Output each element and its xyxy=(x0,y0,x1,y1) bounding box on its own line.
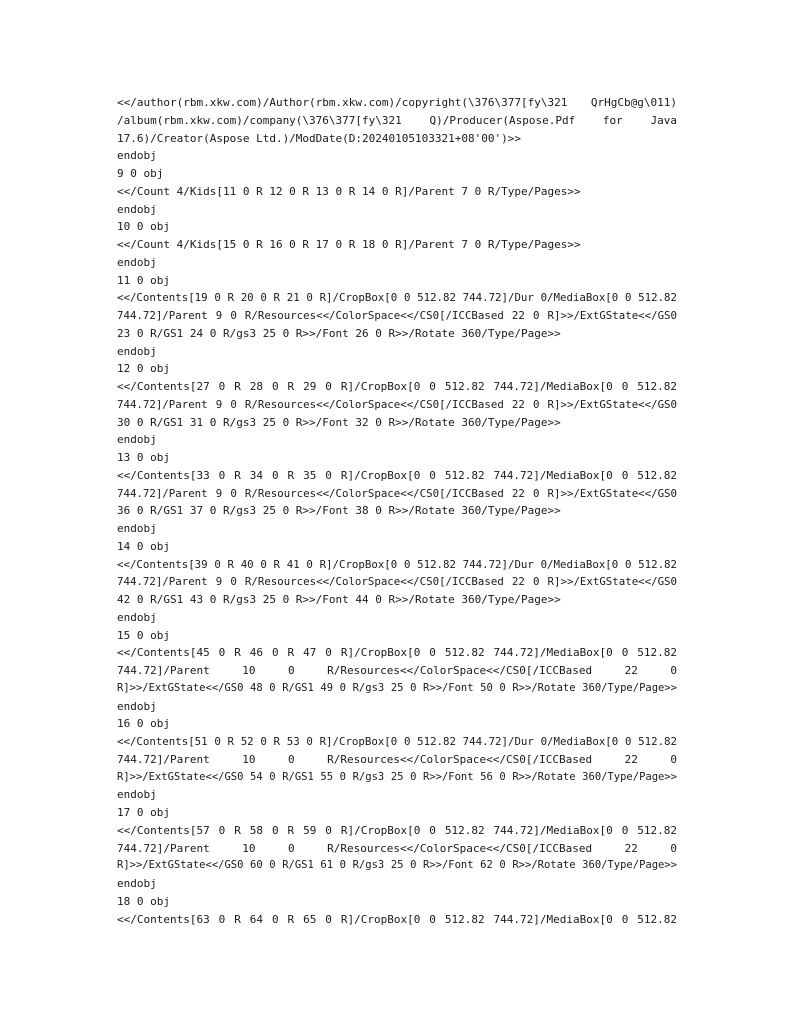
text-line: <</Contents[19 0 R 20 0 R 21 0 R]/CropBox[0 0 512.82 744.72]/Dur 0/MediaBox[0 0 512.82 xyxy=(117,291,677,305)
text-line: 11 0 obj xyxy=(117,273,170,287)
text-line: 18 0 obj xyxy=(117,894,170,908)
pdf-source-text xyxy=(117,94,677,928)
text-line: <</Count 4/Kids[11 0 R 12 0 R 13 0 R 14 0 R]/Parent 7 0 R/Type/Pages>> xyxy=(117,184,581,198)
text-line: 23 0 R/GS1 24 0 R/gs3 25 0 R>>/Font 26 0 R>>/Rotate 360/Type/Page>> xyxy=(117,326,561,340)
text-line: endobj xyxy=(117,522,157,535)
text-line: 744.72]/Parent 9 0 R/Resources<</ColorSpace<</CS0[/ICCBased 22 0 R]>>/ExtGState<</GS0 xyxy=(117,309,677,322)
text-line: endobj xyxy=(117,877,157,890)
text-line: <</Contents[39 0 R 40 0 R 41 0 R]/CropBox[0 0 512.82 744.72]/Dur 0/MediaBox[0 0 512.82 xyxy=(117,557,677,571)
text-line: 42 0 R/GS1 43 0 R/gs3 25 0 R>>/Font 44 0 R>>/Rotate 360/Type/Page>> xyxy=(117,593,561,606)
text-line: endobj xyxy=(117,202,157,216)
text-line: 14 0 obj xyxy=(117,539,170,553)
text-line: 744.72]/Parent 9 0 R/Resources<</ColorSpace<</CS0[/ICCBased 22 0 R]>>/ExtGState<</GS0 xyxy=(117,486,677,500)
text-line: endobj xyxy=(117,255,157,269)
text-line: 744.72]/Parent 10 0 R/Resources<</ColorSpace<</CS0[/ICCBased 22 0 xyxy=(117,841,677,855)
text-line: 17 0 obj xyxy=(117,806,170,819)
text-line: 744.72]/Parent 9 0 R/Resources<</ColorSpace<</CS0[/ICCBased 22 0 R]>>/ExtGState<</GS0 xyxy=(117,575,677,589)
text-line: 9 0 obj xyxy=(117,167,164,180)
text-line: R]>>/ExtGState<</GS0 54 0 R/GS1 55 0 R/gs3 25 0 R>>/Font 56 0 R>>/Rotate 360/Type/Page>> xyxy=(117,770,677,783)
text-line: endobj xyxy=(117,610,157,624)
text-line: 744.72]/Parent 10 0 R/Resources<</ColorSpace<</CS0[/ICCBased 22 0 xyxy=(117,664,677,677)
text-line: 744.72]/Parent 10 0 R/Resources<</ColorSpace<</CS0[/ICCBased 22 0 xyxy=(117,752,677,766)
text-line: <</Contents[57 0 R 58 0 R 59 0 R]/CropBox[0 0 512.82 744.72]/MediaBox[0 0 512.82 xyxy=(117,823,677,837)
text-line: <</author(rbm.xkw.com)/Author(rbm.xkw.com)/copyright(\376\377[fy\321 QrHgCb@g\011) xyxy=(117,96,677,109)
text-line: R]>>/ExtGState<</GS0 60 0 R/GS1 61 0 R/gs3 25 0 R>>/Font 62 0 R>>/Rotate 360/Type/Page>> xyxy=(117,859,677,872)
text-line: <</Contents[33 0 R 34 0 R 35 0 R]/CropBox[0 0 512.82 744.72]/MediaBox[0 0 512.82 xyxy=(117,468,677,482)
text-line: 30 0 R/GS1 31 0 R/gs3 25 0 R>>/Font 32 0 R>>/Rotate 360/Type/Page>> xyxy=(117,415,561,429)
text-line: 12 0 obj xyxy=(117,362,170,376)
text-line: endobj xyxy=(117,788,157,802)
text-line: endobj xyxy=(117,149,157,163)
text-line: <</Contents[45 0 R 46 0 R 47 0 R]/CropBox[0 0 512.82 744.72]/MediaBox[0 0 512.82 xyxy=(117,646,677,660)
text-line: <</Contents[27 0 R 28 0 R 29 0 R]/CropBox[0 0 512.82 744.72]/MediaBox[0 0 512.82 xyxy=(117,380,677,393)
text-line: <</Count 4/Kids[15 0 R 16 0 R 17 0 R 18 0 R]/Parent 7 0 R/Type/Pages>> xyxy=(117,238,581,251)
text-line: endobj xyxy=(117,699,157,713)
text-line: R]>>/ExtGState<</GS0 48 0 R/GS1 49 0 R/gs3 25 0 R>>/Font 50 0 R>>/Rotate 360/Type/Page>> xyxy=(117,681,677,694)
text-line: 744.72]/Parent 9 0 R/Resources<</ColorSpace<</CS0[/ICCBased 22 0 R]>>/ExtGState<</GS0 xyxy=(117,397,677,411)
text-line: 17.6)/Creator(Aspose Ltd.)/ModDate(D:20240105103321+08'00')>> xyxy=(117,131,521,145)
text-line: 15 0 obj xyxy=(117,628,170,642)
text-line: <</Contents[51 0 R 52 0 R 53 0 R]/CropBox[0 0 512.82 744.72]/Dur 0/MediaBox[0 0 512.82 xyxy=(117,735,677,748)
text-line: 36 0 R/GS1 37 0 R/gs3 25 0 R>>/Font 38 0 R>>/Rotate 360/Type/Page>> xyxy=(117,504,561,518)
text-line: endobj xyxy=(117,344,157,358)
text-line: /album(rbm.xkw.com)/company(\376\377[fy\321 Q)/Producer(Aspose.Pdf for Java xyxy=(117,113,677,127)
text-line: <</Contents[63 0 R 64 0 R 65 0 R]/CropBox[0 0 512.82 744.72]/MediaBox[0 0 512.82 xyxy=(117,912,677,926)
text-line: 10 0 obj xyxy=(117,220,170,234)
text-line: 13 0 obj xyxy=(117,451,170,464)
text-line: 16 0 obj xyxy=(117,717,170,731)
text-line: endobj xyxy=(117,433,157,447)
